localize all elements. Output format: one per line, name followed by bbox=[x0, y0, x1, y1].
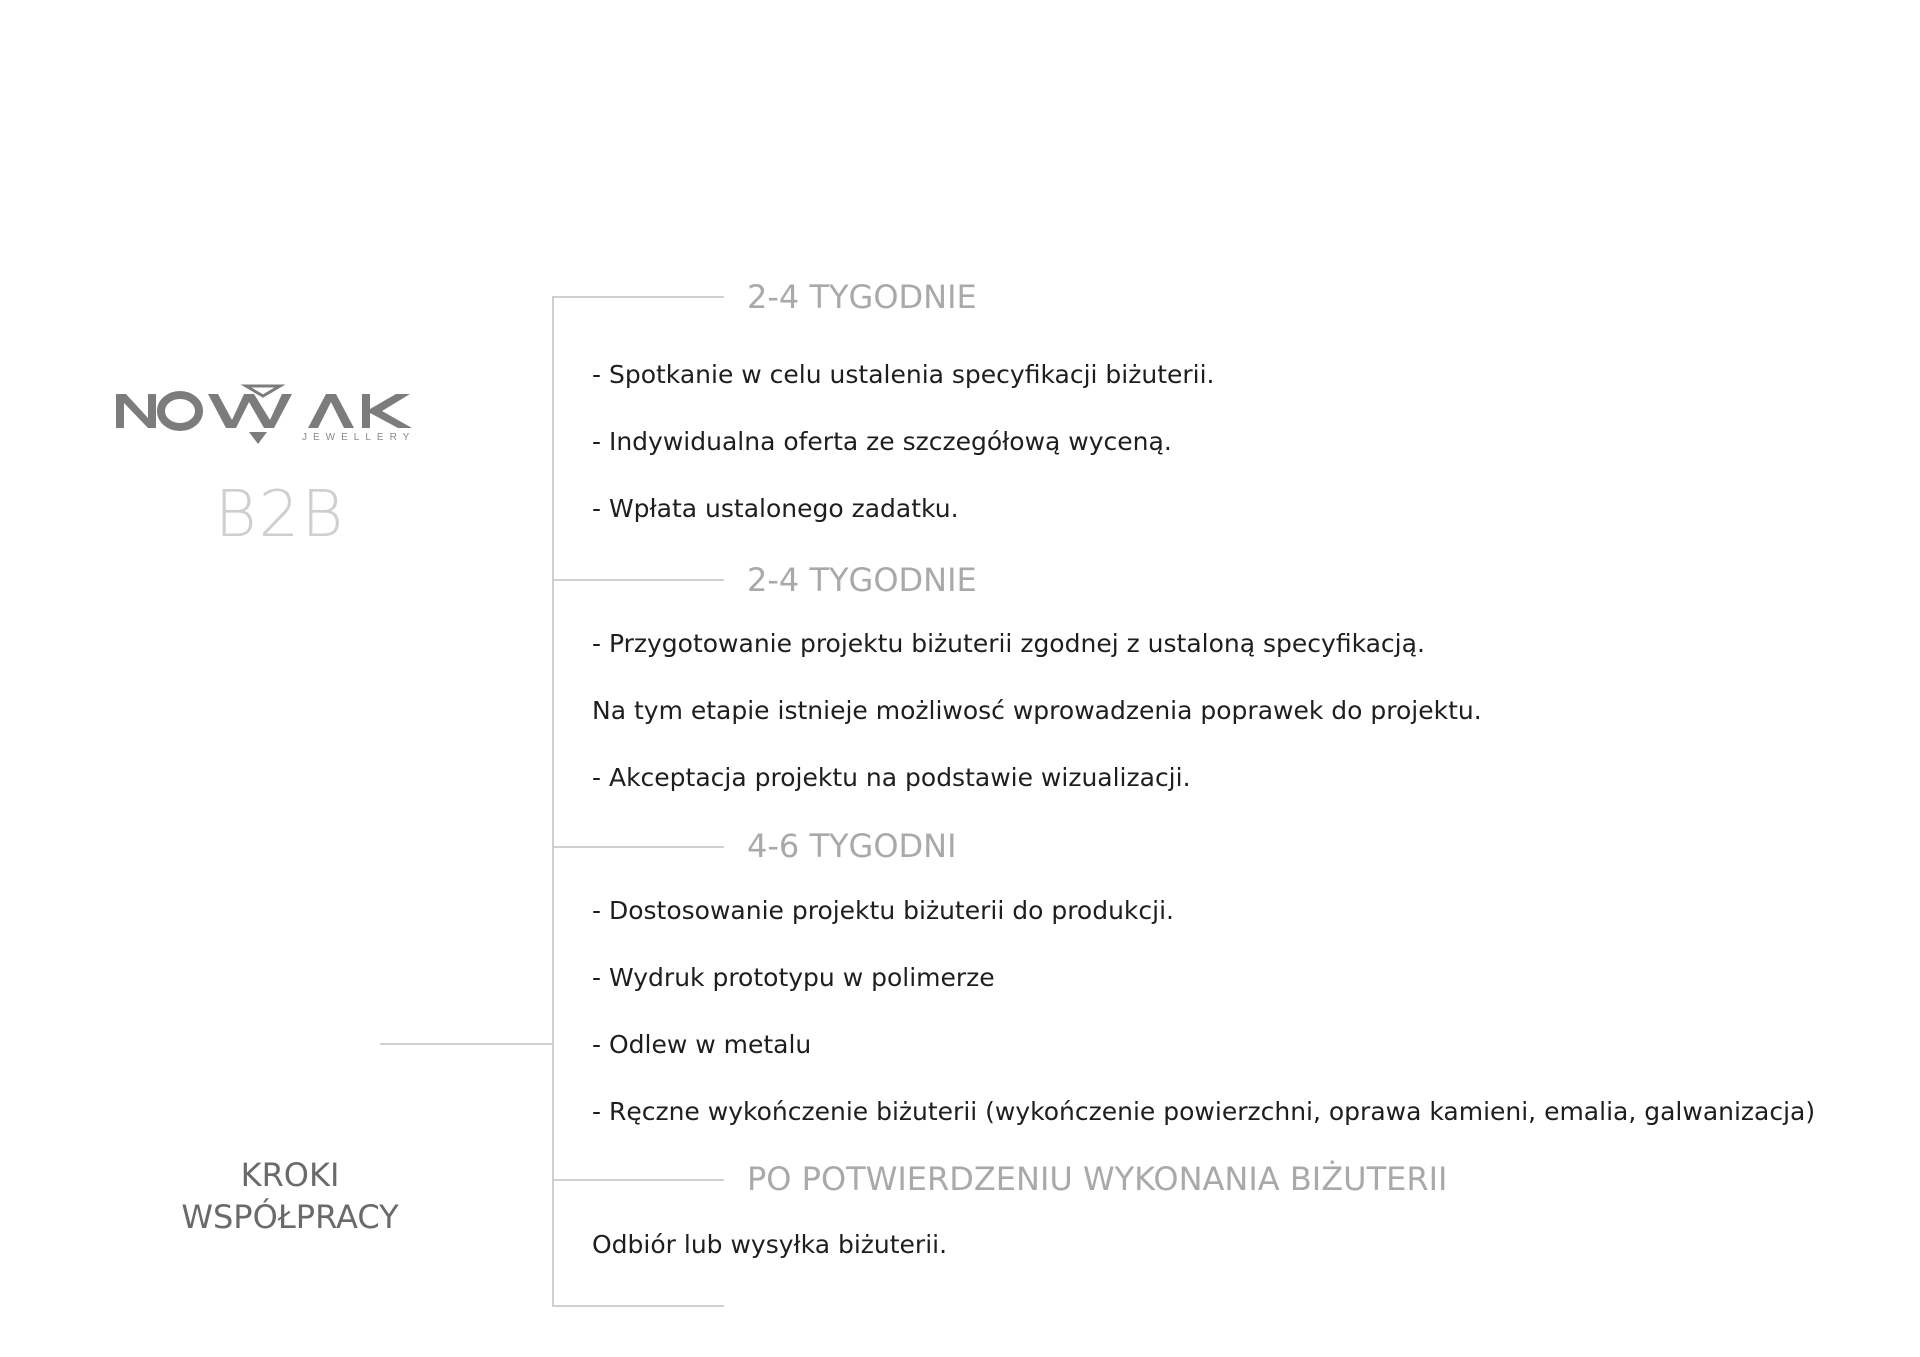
stage-title: PO POTWIERDZENIU WYKONANIA BIŻUTERII bbox=[747, 1160, 1448, 1198]
timeline-connector bbox=[552, 846, 724, 848]
stage-item: - Przygotowanie projektu biżuterii zgodnej z ustaloną specyfikacją. bbox=[592, 629, 1425, 658]
stage-item: - Wydruk prototypu w polimerze bbox=[592, 963, 995, 992]
stage-item: - Indywidualna oferta ze szczegółową wyceną. bbox=[592, 427, 1172, 456]
logo-subtitle: JEWELLERY bbox=[302, 432, 416, 443]
timeline-connector bbox=[552, 1305, 724, 1307]
diamond-logo-icon bbox=[112, 380, 442, 462]
stage-title: 2-4 TYGODNIE bbox=[747, 278, 977, 316]
stage-item: Na tym etapie istnieje możliwosć wprowadzenia poprawek do projektu. bbox=[592, 696, 1482, 725]
timeline-vertical-line bbox=[552, 296, 554, 1306]
stage-item: - Spotkanie w celu ustalenia specyfikacji biżuterii. bbox=[592, 360, 1215, 389]
section-label bbox=[160, 1154, 420, 1238]
timeline-connector bbox=[552, 296, 724, 298]
stage-item: - Wpłata ustalonego zadatku. bbox=[592, 494, 959, 523]
label-connector bbox=[380, 1043, 553, 1045]
stage-item: - Ręczne wykończenie biżuterii (wykończenie powierzchni, oprawa kamieni, emalia, galwanizacja) bbox=[592, 1097, 1816, 1126]
timeline-connector bbox=[552, 1179, 724, 1181]
timeline-connector bbox=[552, 579, 724, 581]
stage-item: - Akceptacja projektu na podstawie wizualizacji. bbox=[592, 763, 1191, 792]
stage-title: 4-6 TYGODNI bbox=[747, 827, 957, 865]
brand-logo bbox=[112, 380, 442, 462]
stage-item: - Dostosowanie projektu biżuterii do produkcji. bbox=[592, 896, 1174, 925]
b2b-heading: B2B bbox=[214, 478, 346, 552]
section-label-line1: KROKI bbox=[240, 1156, 340, 1194]
stage-item: - Odlew w metalu bbox=[592, 1030, 812, 1059]
stage-item: Odbiór lub wysyłka biżuterii. bbox=[592, 1230, 948, 1259]
section-label-line2: WSPÓŁPRACY bbox=[181, 1198, 399, 1236]
stage-title: 2-4 TYGODNIE bbox=[747, 561, 977, 599]
